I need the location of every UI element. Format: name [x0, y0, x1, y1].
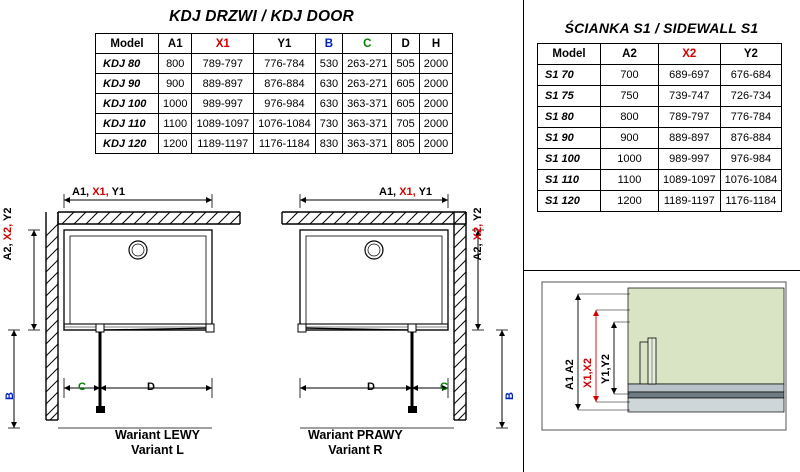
cell-h: 2000	[419, 94, 452, 114]
column-header-c: C	[343, 34, 392, 54]
cell-y2: 976-984	[720, 149, 782, 170]
column-header-model: Model	[538, 44, 601, 65]
cell-a1: 800	[159, 54, 192, 74]
table-row	[538, 107, 782, 128]
cell-x2: 1089-1097	[659, 170, 721, 191]
cell-a2: 750	[601, 86, 659, 107]
cell-model: S1 120	[538, 191, 601, 212]
cell-y2: 1176-1184	[720, 191, 782, 212]
cell-h: 2000	[419, 74, 452, 94]
cell-y2: 776-784	[720, 107, 782, 128]
table-row	[96, 114, 453, 134]
cell-b: 630	[315, 74, 342, 94]
cell-y1: 876-884	[254, 74, 316, 94]
table-header-row	[96, 34, 453, 54]
cell-model: S1 100	[538, 149, 601, 170]
variant-left-line1: Wariant LEWY	[115, 428, 200, 442]
section-dim-y-label: Y1,Y2	[600, 354, 612, 384]
cell-c: 363-371	[343, 134, 392, 154]
cell-y2: 1076-1084	[720, 170, 782, 191]
right-dim-d-label: D	[367, 381, 375, 393]
cell-a1: 900	[159, 74, 192, 94]
cell-a2: 800	[601, 107, 659, 128]
cell-y1: 1076-1084	[254, 114, 316, 134]
column-header-a1: A1	[159, 34, 192, 54]
cell-x2: 789-797	[659, 107, 721, 128]
cell-model: S1 80	[538, 107, 601, 128]
cell-a2: 1200	[601, 191, 659, 212]
cell-a2: 1100	[601, 170, 659, 191]
table-row	[538, 191, 782, 212]
table-row	[538, 128, 782, 149]
cell-model: S1 70	[538, 65, 601, 86]
variant-right-line2: Variant R	[328, 443, 383, 457]
variant-left-line2: Variant L	[131, 443, 184, 457]
horizontal-divider	[523, 270, 800, 271]
table-row	[538, 149, 782, 170]
cell-a2: 700	[601, 65, 659, 86]
cell-a1: 1000	[159, 94, 192, 114]
column-header-model: Model	[96, 34, 159, 54]
column-header-x2: X2	[659, 44, 721, 65]
table-row	[96, 54, 453, 74]
cell-b: 730	[315, 114, 342, 134]
cell-a2: 900	[601, 128, 659, 149]
left-outer-dim-label: B	[4, 392, 16, 400]
left-top-dim-label: A1, X1, Y1	[72, 186, 126, 198]
left-side-dim-label: A2, X2, Y2	[2, 207, 14, 261]
cell-b: 830	[315, 134, 342, 154]
cell-model: S1 110	[538, 170, 601, 191]
cell-c: 263-271	[343, 74, 392, 94]
cell-x2: 689-697	[659, 65, 721, 86]
cell-a1: 1200	[159, 134, 192, 154]
column-header-x1: X1	[192, 34, 254, 54]
cell-y1: 776-784	[254, 54, 316, 74]
column-header-h: H	[419, 34, 452, 54]
cell-d: 805	[392, 134, 419, 154]
table-row	[96, 74, 453, 94]
cell-c: 363-371	[343, 94, 392, 114]
section-dim-x-label: X1,X2	[582, 358, 594, 388]
kdj-table	[95, 33, 453, 154]
section-dim-a-label: A1 A2	[564, 359, 576, 390]
column-header-d: D	[392, 34, 419, 54]
s1-table	[537, 43, 782, 212]
cell-d: 505	[392, 54, 419, 74]
cell-y2: 876-884	[720, 128, 782, 149]
table-row	[538, 170, 782, 191]
cell-x2: 1189-1197	[659, 191, 721, 212]
column-header-y2: Y2	[720, 44, 782, 65]
cell-h: 2000	[419, 114, 452, 134]
cell-c: 363-371	[343, 114, 392, 134]
cell-c: 263-271	[343, 54, 392, 74]
table-header-row	[538, 44, 782, 65]
cell-a2: 1000	[601, 149, 659, 170]
cell-x1: 1089-1097	[192, 114, 254, 134]
cell-x1: 789-797	[192, 54, 254, 74]
left-dim-c-label: C	[78, 381, 86, 393]
cell-h: 2000	[419, 134, 452, 154]
cell-x2: 889-897	[659, 128, 721, 149]
cell-model: KDJ 100	[96, 94, 159, 114]
table-row	[538, 65, 782, 86]
cell-x1: 1189-1197	[192, 134, 254, 154]
cell-x1: 889-897	[192, 74, 254, 94]
cell-x2: 989-997	[659, 149, 721, 170]
cell-y1: 976-984	[254, 94, 316, 114]
cell-h: 2000	[419, 54, 452, 74]
cell-d: 705	[392, 114, 419, 134]
cell-b: 630	[315, 94, 342, 114]
column-header-a2: A2	[601, 44, 659, 65]
s1-table-title: ŚCIANKA S1 / SIDEWALL S1	[564, 20, 759, 36]
cell-y2: 726-734	[720, 86, 782, 107]
left-dim-d-label: D	[147, 381, 155, 393]
variant-right-line1: Wariant PRAWY	[308, 428, 403, 442]
cell-a1: 1100	[159, 114, 192, 134]
cell-model: S1 90	[538, 128, 601, 149]
right-outer-dim-label: B	[504, 392, 516, 400]
cell-x2: 739-747	[659, 86, 721, 107]
cell-y1: 1176-1184	[254, 134, 316, 154]
cell-model: S1 75	[538, 86, 601, 107]
cell-model: KDJ 90	[96, 74, 159, 94]
cell-y2: 676-684	[720, 65, 782, 86]
cell-d: 605	[392, 74, 419, 94]
table-row	[538, 86, 782, 107]
right-top-dim-label: A1, X1, Y1	[379, 186, 433, 198]
column-header-y1: Y1	[254, 34, 316, 54]
section-detail-drawing	[540, 280, 790, 440]
cell-model: KDJ 110	[96, 114, 159, 134]
cell-model: KDJ 80	[96, 54, 159, 74]
table-row	[96, 94, 453, 114]
variant-left-caption	[115, 428, 200, 458]
table-row	[96, 134, 453, 154]
cell-model: KDJ 120	[96, 134, 159, 154]
variant-right-caption	[308, 428, 403, 458]
cell-b: 530	[315, 54, 342, 74]
cell-d: 605	[392, 94, 419, 114]
cell-x1: 989-997	[192, 94, 254, 114]
right-side-dim-label: A2, X2, Y2	[472, 207, 484, 261]
kdj-table-title: KDJ DRZWI / KDJ DOOR	[169, 8, 354, 25]
right-dim-c-label: C	[440, 381, 448, 393]
column-header-b: B	[315, 34, 342, 54]
